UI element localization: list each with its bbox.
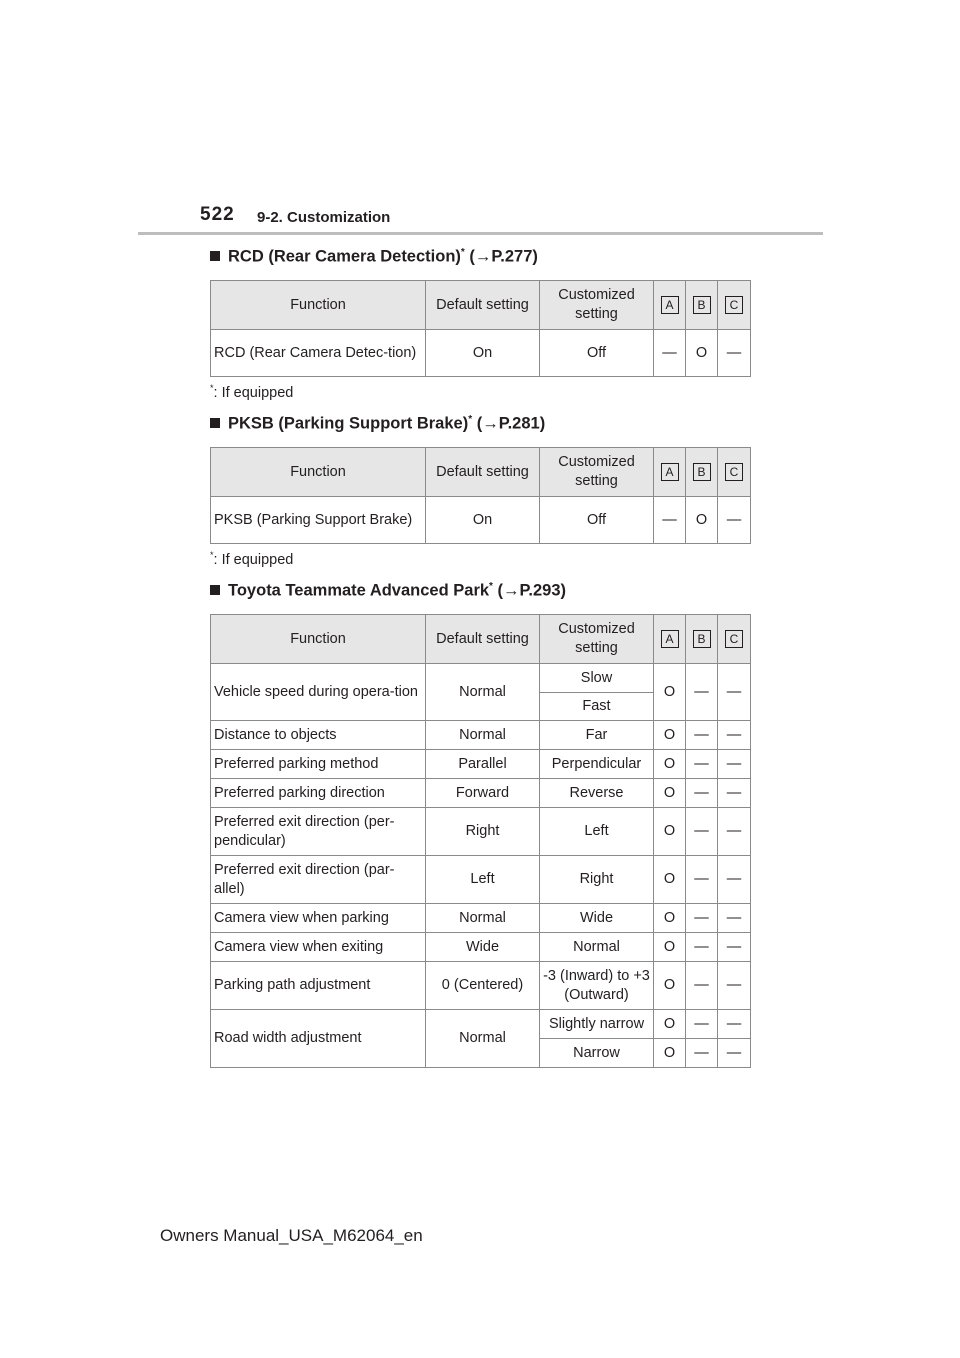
column-header-function: Function: [211, 615, 426, 664]
heading-pksb: PKSB (Parking Support Brake)* (→P.281): [210, 414, 545, 434]
square-bullet-icon: [210, 251, 220, 261]
customized-cell: Wide: [540, 904, 654, 933]
heading-rcd: RCD (Rear Camera Detection)* (→P.277): [210, 247, 538, 267]
c-cell: —: [718, 779, 751, 808]
a-cell: O: [654, 750, 686, 779]
b-cell: —: [686, 856, 718, 904]
footnote: *: If equipped: [210, 383, 294, 401]
default-cell: Normal: [426, 904, 540, 933]
b-cell: O: [686, 330, 718, 377]
a-cell: O: [654, 933, 686, 962]
table-row: [211, 1010, 751, 1039]
function-cell: Camera view when parking: [211, 904, 426, 933]
table-header-row: [211, 615, 751, 664]
customized-cell: Off: [540, 330, 654, 377]
customized-cell: Left: [540, 808, 654, 856]
table-row: [211, 664, 751, 693]
c-cell: —: [718, 904, 751, 933]
customized-cell: Reverse: [540, 779, 654, 808]
c-cell: —: [718, 497, 751, 544]
function-cell: PKSB (Parking Support Brake): [211, 497, 426, 544]
b-cell: —: [686, 750, 718, 779]
b-cell: —: [686, 779, 718, 808]
function-cell: Preferred exit direction (par-allel): [211, 856, 426, 904]
function-cell: Road width adjustment: [211, 1010, 426, 1068]
default-cell: Normal: [426, 1010, 540, 1068]
b-cell: —: [686, 664, 718, 721]
page-number: 522: [200, 204, 235, 225]
function-cell: Preferred parking method: [211, 750, 426, 779]
footer-text: Owners Manual_USA_M62064_en: [160, 1226, 423, 1245]
a-cell: O: [654, 904, 686, 933]
column-header-function: Function: [211, 281, 426, 330]
table-header-row: [211, 448, 751, 497]
c-cell: —: [718, 856, 751, 904]
c-cell: —: [718, 808, 751, 856]
table-row: [211, 808, 751, 856]
column-header-function: Function: [211, 448, 426, 497]
function-cell: Camera view when exiting: [211, 933, 426, 962]
function-cell: Vehicle speed during opera-tion: [211, 664, 426, 721]
a-cell: O: [654, 721, 686, 750]
page-reference: (→P.277): [469, 247, 538, 266]
a-cell: —: [654, 330, 686, 377]
default-cell: Parallel: [426, 750, 540, 779]
customized-cell: Right: [540, 856, 654, 904]
c-cell: —: [718, 933, 751, 962]
customized-cell: Slightly narrow: [540, 1010, 654, 1039]
customized-cell: Off: [540, 497, 654, 544]
table-header-row: [211, 281, 751, 330]
column-header-b: B: [686, 448, 718, 497]
table-row: [211, 962, 751, 1010]
default-cell: Right: [426, 808, 540, 856]
function-cell: Distance to objects: [211, 721, 426, 750]
square-bullet-icon: [210, 418, 220, 428]
default-cell: Forward: [426, 779, 540, 808]
rcd-settings-table: [210, 280, 751, 377]
customized-cell: Far: [540, 721, 654, 750]
default-cell: On: [426, 497, 540, 544]
customized-cell: Fast: [540, 693, 654, 721]
customized-cell: Narrow: [540, 1039, 654, 1068]
table-row: [211, 497, 751, 544]
a-cell: O: [654, 962, 686, 1010]
a-cell: O: [654, 1010, 686, 1039]
column-header-b: B: [686, 615, 718, 664]
pksb-settings-table: [210, 447, 751, 544]
function-cell: Preferred parking direction: [211, 779, 426, 808]
c-cell: —: [718, 330, 751, 377]
customized-cell: Perpendicular: [540, 750, 654, 779]
page-reference: (→P.293): [497, 581, 567, 600]
column-header-default: Default setting: [426, 615, 540, 664]
column-header-b: B: [686, 281, 718, 330]
column-header-customized: Customized setting: [540, 281, 654, 330]
table-row: [211, 330, 751, 377]
column-header-default: Default setting: [426, 281, 540, 330]
b-cell: —: [686, 1039, 718, 1068]
section-title: 9-2. Customization: [257, 209, 391, 226]
default-cell: Wide: [426, 933, 540, 962]
table-row: [211, 904, 751, 933]
c-cell: —: [718, 664, 751, 721]
square-bullet-icon: [210, 585, 220, 595]
column-header-a: A: [654, 281, 686, 330]
column-header-c: C: [718, 448, 751, 497]
table-row: [211, 933, 751, 962]
a-cell: O: [654, 664, 686, 721]
customized-cell: -3 (Inward) to +3 (Outward): [540, 962, 654, 1010]
heading-advanced-park: Toyota Teammate Advanced Park* (→P.293): [210, 581, 566, 601]
b-cell: —: [686, 962, 718, 1010]
c-cell: —: [718, 1039, 751, 1068]
table-row: [211, 779, 751, 808]
default-cell: Normal: [426, 721, 540, 750]
function-cell: RCD (Rear Camera Detec-tion): [211, 330, 426, 377]
c-cell: —: [718, 750, 751, 779]
a-cell: O: [654, 1039, 686, 1068]
default-cell: Normal: [426, 664, 540, 721]
default-cell: Left: [426, 856, 540, 904]
column-header-c: C: [718, 615, 751, 664]
c-cell: —: [718, 1010, 751, 1039]
customized-cell: Normal: [540, 933, 654, 962]
b-cell: —: [686, 933, 718, 962]
column-header-customized: Customized setting: [540, 615, 654, 664]
table-row: [211, 721, 751, 750]
default-cell: On: [426, 330, 540, 377]
column-header-a: A: [654, 615, 686, 664]
a-cell: O: [654, 808, 686, 856]
a-cell: O: [654, 856, 686, 904]
function-cell: Parking path adjustment: [211, 962, 426, 1010]
function-cell: Preferred exit direction (per-pendicular): [211, 808, 426, 856]
c-cell: —: [718, 721, 751, 750]
default-cell: 0 (Centered): [426, 962, 540, 1010]
a-cell: O: [654, 779, 686, 808]
advanced-park-settings-table: [210, 614, 751, 1068]
column-header-a: A: [654, 448, 686, 497]
customized-cell: Slow: [540, 664, 654, 693]
column-header-default: Default setting: [426, 448, 540, 497]
c-cell: —: [718, 962, 751, 1010]
b-cell: O: [686, 497, 718, 544]
b-cell: —: [686, 1010, 718, 1039]
header-divider: [138, 232, 823, 235]
b-cell: —: [686, 904, 718, 933]
table-row: [211, 750, 751, 779]
page-reference: (→P.281): [476, 414, 546, 433]
table-row: [211, 856, 751, 904]
b-cell: —: [686, 721, 718, 750]
a-cell: —: [654, 497, 686, 544]
b-cell: —: [686, 808, 718, 856]
column-header-c: C: [718, 281, 751, 330]
column-header-customized: Customized setting: [540, 448, 654, 497]
footnote: *: If equipped: [210, 550, 294, 568]
